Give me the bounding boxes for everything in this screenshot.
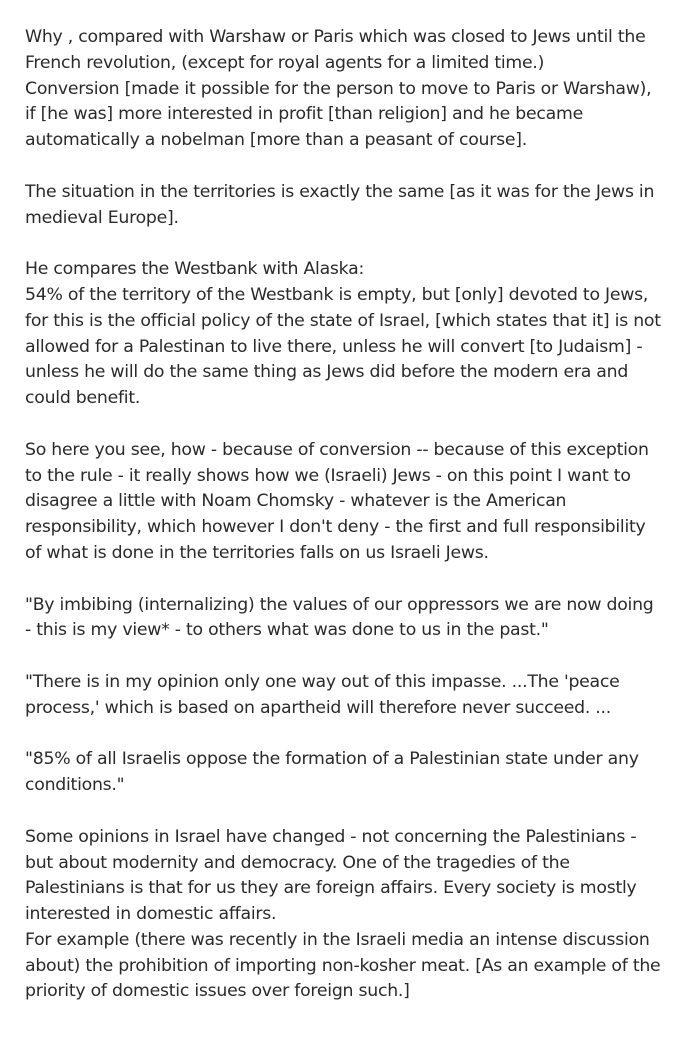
text-line: could benefit. [25, 388, 141, 409]
text-line: conditions." [25, 775, 125, 796]
text-line: automatically a nobelman [more than a peasant of course]. [25, 130, 527, 151]
text-line: to the rule - it really shows how we (Israeli) Jews - on this point I want to [25, 465, 631, 486]
text-line: - this is my view* - to others what was done to us in the past." [25, 620, 549, 641]
paragraph [25, 25, 685, 154]
text-line: interested in domestic affairs. [25, 904, 277, 925]
quote-paragraph [25, 593, 685, 645]
text-line: "85% of all Israelis oppose the formation of a Palestinian state under any [25, 749, 639, 770]
text-line: of what is done in the territories falls on us Israeli Jews. [25, 542, 489, 563]
text-line: French revolution, (except for royal agents for a limited time.) [25, 52, 545, 73]
text-line: So here you see, how - because of conversion -- because of this exception [25, 439, 649, 460]
document-body [25, 25, 685, 1031]
text-line: medieval Europe]. [25, 207, 179, 228]
text-line: He compares the Westbank with Alaska: [25, 259, 365, 280]
text-line: for this is the official policy of the state of Israel, [which states that it] is not [25, 310, 661, 331]
text-line: unless he will do the same thing as Jews did before the modern era and [25, 362, 629, 383]
quote-paragraph [25, 670, 685, 722]
quote-paragraph [25, 747, 685, 799]
text-line: "There is in my opinion only one way out of this impasse. ...The 'peace [25, 671, 620, 692]
text-line: For example (there was recently in the Israeli media an intense discussion [25, 929, 650, 950]
text-line: Conversion [made it possible for the person to move to Paris or Warshaw), [25, 78, 652, 99]
text-line: process,' which is based on apartheid will therefore never succeed. ... [25, 697, 612, 718]
paragraph [25, 825, 685, 1006]
paragraph [25, 438, 685, 567]
text-line: Why , compared with Warshaw or Paris which was closed to Jews until the [25, 27, 646, 47]
text-line: 54% of the territory of the Westbank is empty, but [only] devoted to Jews, [25, 284, 649, 305]
text-line: "By imbibing (internalizing) the values of our oppressors we are now doing [25, 594, 654, 615]
text-line: Palestinians is that for us they are foreign affairs. Every society is mostly [25, 878, 637, 899]
paragraph [25, 180, 685, 232]
text-line: priority of domestic issues over foreign such.] [25, 981, 410, 1002]
text-line: Some opinions in Israel have changed - not concerning the Palestinians - [25, 826, 637, 847]
text-line: about) the prohibition of importing non-kosher meat. [As an example of the [25, 955, 661, 976]
text-line: responsibility, which however I don't deny - the first and full responsibility [25, 517, 646, 538]
text-line: allowed for a Palestinan to live there, unless he will convert [to Judaism] - [25, 336, 643, 357]
text-line: The situation in the territories is exactly the same [as it was for the Jews in [25, 181, 655, 202]
text-line: but about modernity and democracy. One of the tragedies of the [25, 852, 570, 873]
text-line: disagree a little with Noam Chomsky - whatever is the American [25, 491, 567, 512]
text-line: if [he was] more interested in profit [than religion] and he became [25, 104, 583, 125]
paragraph [25, 257, 685, 412]
